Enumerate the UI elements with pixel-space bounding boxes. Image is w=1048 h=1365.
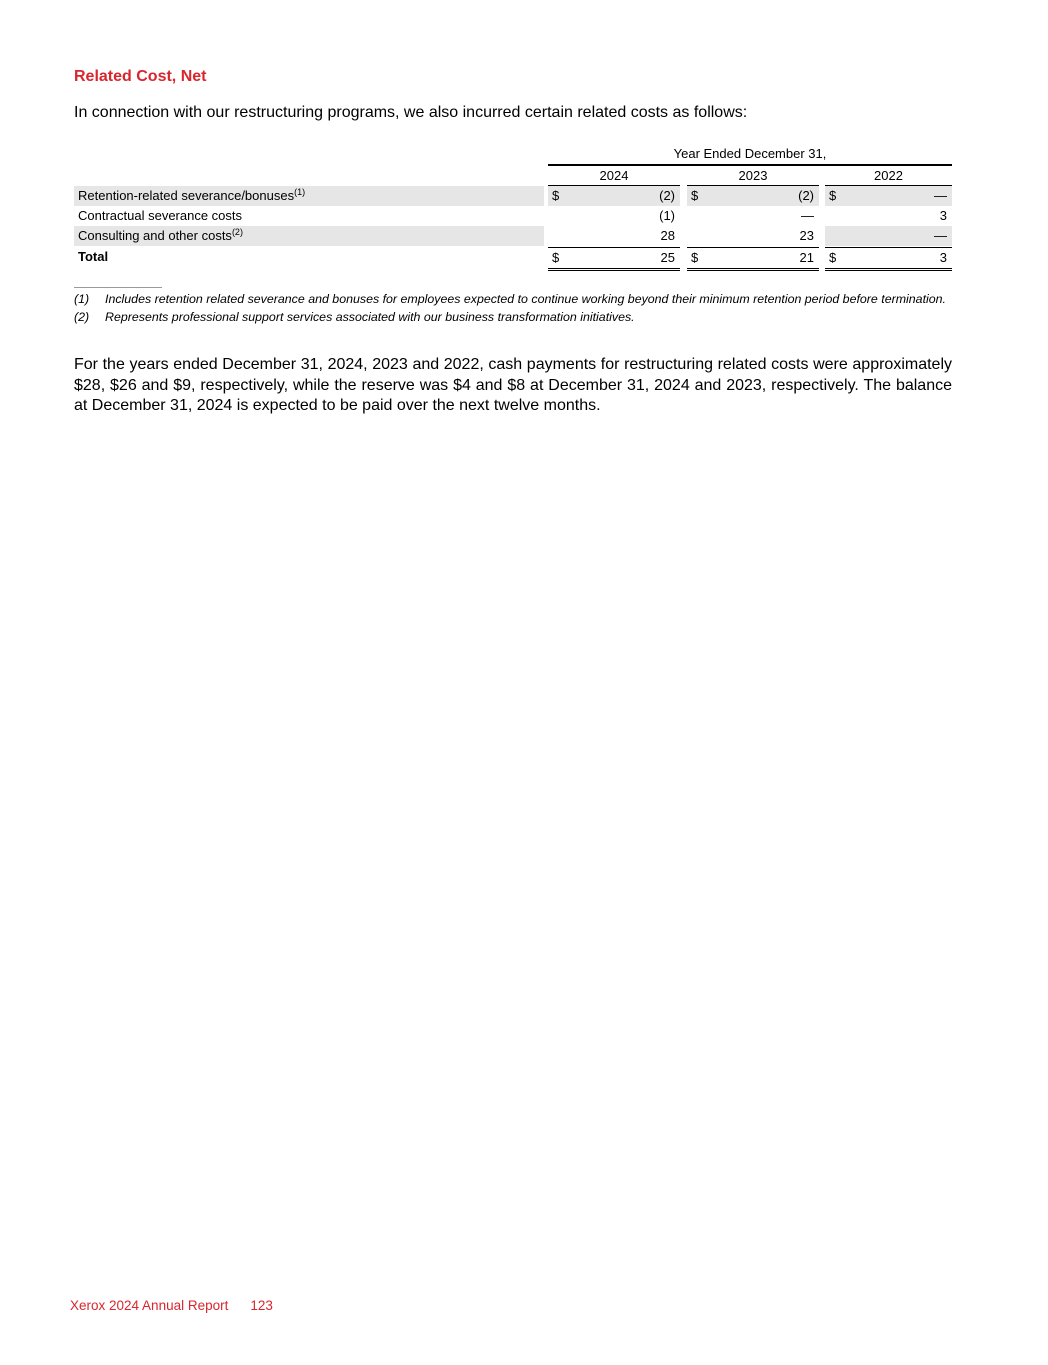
footnote-ref: (1) <box>294 187 306 197</box>
page-footer <box>70 1298 273 1313</box>
column-header-2022: 2022 <box>825 166 952 186</box>
table-column-headers <box>548 166 952 186</box>
table-cell: — <box>825 226 952 246</box>
row-label: Retention-related severance/bonuses$^{(1)}$ <box>74 186 544 206</box>
row-label: Consulting and other costs$^{(2)}$ <box>74 226 544 246</box>
footnote: (1) Includes retention related severance and bonuses for employees expected to continue working beyond their minimum retention period before termination. <box>74 292 946 306</box>
table-row-total <box>74 247 952 267</box>
footnote-ref: (2) <box>231 227 243 237</box>
intro-paragraph: In connection with our restructuring programs, we also incurred certain related costs as follows: <box>74 104 748 121</box>
table-cell: 28 <box>548 226 680 246</box>
footnote: (2) Represents professional support services associated with our business transformation initiatives. <box>74 310 635 324</box>
table-cell: $ 21 <box>687 247 819 271</box>
page-number: 123 <box>250 1298 273 1313</box>
summary-paragraph: For the years ended December 31, 2024, 2023 and 2022, cash payments for restructuring related costs were approximately $28, $26 and $9, respectively, while the reserve was $4 and $8 at December 31, 2024 and 2023, respectively. The balance at December 31, 2024 is expected to be paid over the next twelve months. <box>74 356 952 414</box>
table-cell: $ (2) <box>548 186 680 206</box>
table-row <box>74 186 952 206</box>
section-title: Related Cost, Net <box>74 68 207 85</box>
table-cell: $ (2) <box>687 186 819 206</box>
footnote-divider <box>74 287 162 288</box>
column-header-2024: 2024 <box>548 166 680 186</box>
table-cell: $ — <box>825 186 952 206</box>
table-group-header: Year Ended December 31, <box>548 144 952 166</box>
table-cell: $ 3 <box>825 247 952 271</box>
table-cell: $ 25 <box>548 247 680 271</box>
table-row <box>74 226 952 246</box>
table-row <box>74 206 952 226</box>
table-cell: (1) <box>659 208 675 223</box>
table-cell: 23 <box>687 226 819 246</box>
row-label: Contractual severance costs <box>78 208 243 223</box>
report-name: Xerox 2024 Annual Report <box>70 1298 229 1313</box>
table-cell: 3 <box>939 208 947 223</box>
footnotes <box>74 291 952 327</box>
table-cell: — <box>801 208 814 223</box>
column-header-2023: 2023 <box>687 166 819 186</box>
row-label: Total <box>78 249 109 264</box>
